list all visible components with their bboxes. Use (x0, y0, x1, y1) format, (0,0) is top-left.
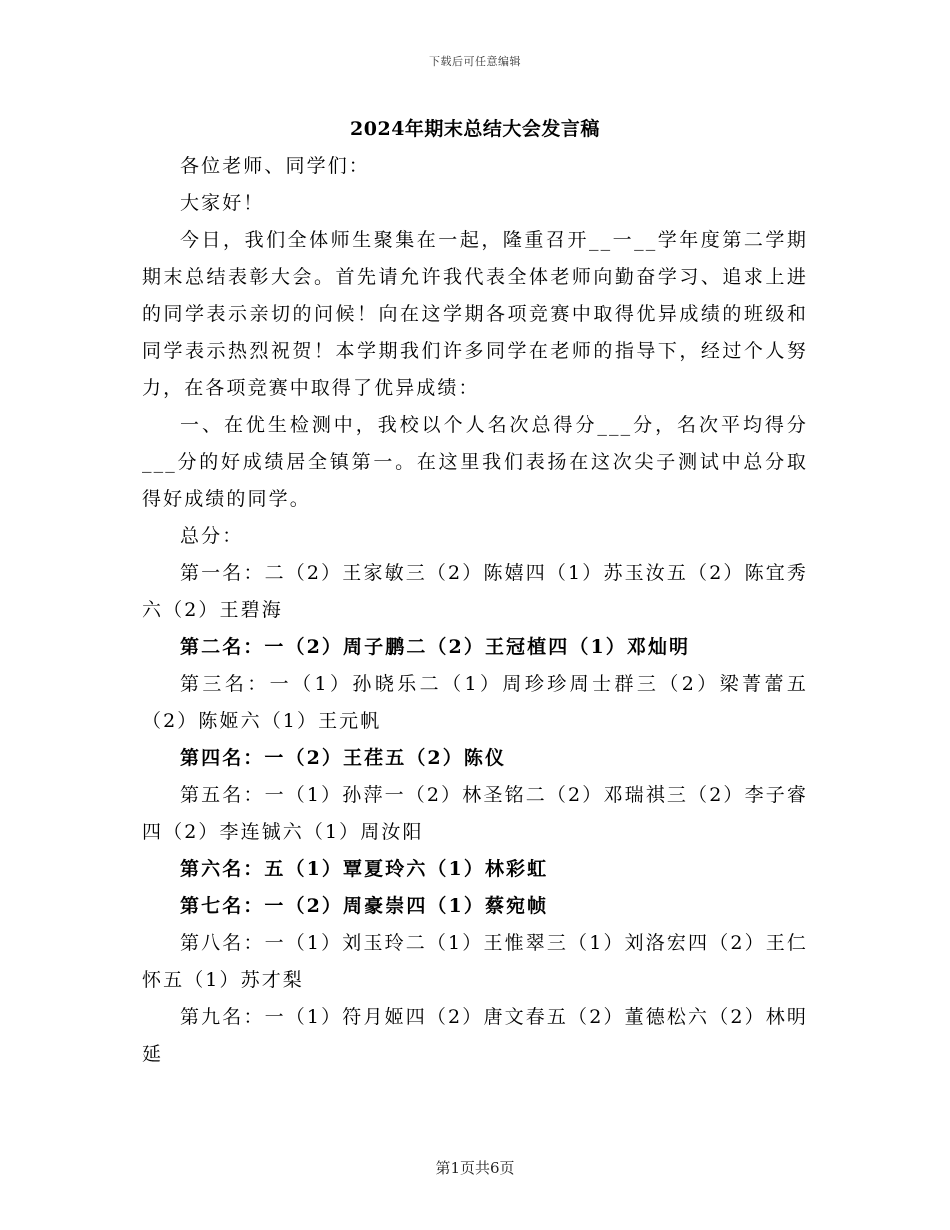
ranking-line: 第四名：一（2）王荏五（2）陈仪 (180, 747, 507, 769)
intro-paragraph: 今日，我们全体师生聚集在一起，隆重召开__一__学年度第二学期期末总结表彰大会。首先请允许我代表全体老师向勤奋学习、追求上进的同学表示亲切的问候！向在这学期各项竞赛中取得优异成绩的班级和同学表示热烈祝贺！本学期我们许多同学在老师的指导下，经过个人努力，在各项竞赛中取得了优异成绩： (142, 229, 808, 399)
ranking-line: 第八名：一（1）刘玉玲二（1）王惟翠三（1）刘洛宏四（2）王仁怀五（1）苏才梨 (142, 932, 808, 991)
ranking-line: 第二名：一（2）周子鹏二（2）王冠植四（1）邓灿明 (180, 636, 691, 658)
ranking-line: 第一名：二（2）王家敏三（2）陈嬉四（1）苏玉汝五（2）陈宜秀六（2）王碧海 (142, 562, 808, 621)
ranking-line: 第九名：一（1）符月姬四（2）唐文春五（2）董德松六（2）林明延 (142, 1006, 808, 1065)
document-body (142, 148, 808, 1073)
greeting: 各位老师、同学们： (180, 155, 370, 177)
ranking-line: 第六名：五（1）覃夏玲六（1）林彩虹 (180, 858, 549, 880)
document-title: 2024年期末总结大会发言稿 (350, 118, 600, 140)
hello: 大家好！ (180, 192, 265, 214)
ranking-line: 第三名：一（1）孙晓乐二（1）周珍珍周士群三（2）梁菁蕾五（2）陈姬六（1）王元帆 (142, 673, 808, 732)
ranking-line: 第七名：一（2）周豪崇四（1）蔡宛帧 (180, 895, 549, 917)
page-header: 下载后可任意编辑 (429, 55, 521, 68)
ranking-line: 第五名：一（1）孙萍一（2）林圣铭二（2）邓瑞祺三（2）李子睿四（2）李连铖六（1）周汝阳 (142, 784, 808, 843)
total-label: 总分： (180, 525, 244, 547)
section-one-paragraph: 一、在优生检测中，我校以个人名次总得分___分，名次平均得分___分的好成绩居全镇第一。在这里我们表扬在这次尖子测试中总分取得好成绩的同学。 (142, 414, 808, 510)
page-footer: 第1页共6页 (435, 1159, 515, 1177)
